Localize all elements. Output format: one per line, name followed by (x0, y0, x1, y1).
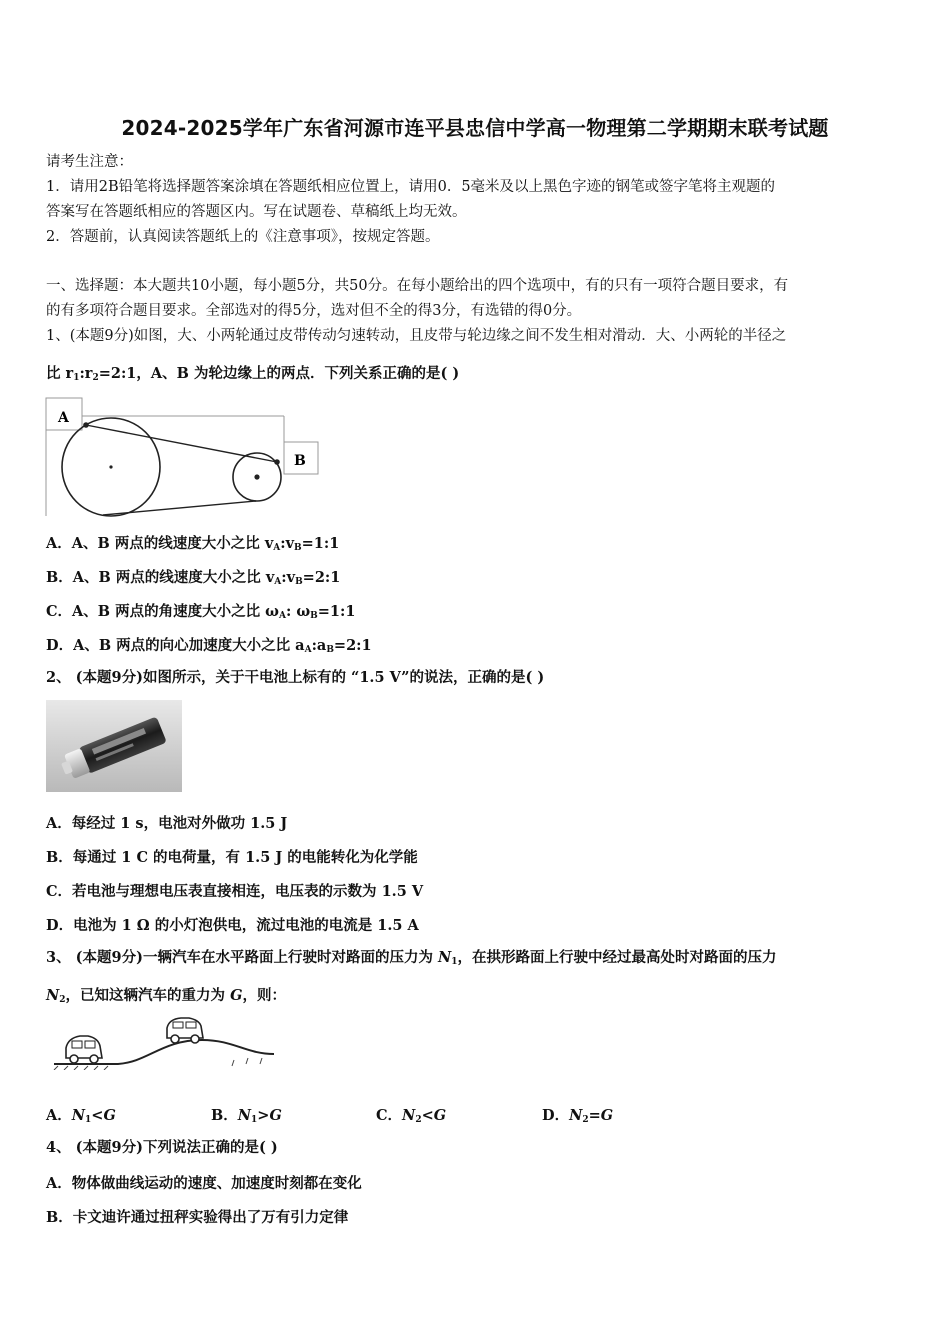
notice-item-1-line-2: 答案写在答题纸相应的答题区内。写在试题卷、草稿纸上均无效。 (46, 204, 467, 220)
q3-option-b[interactable]: B．$N_1>G$ (211, 1107, 282, 1125)
q1-stem-line-2: 比 $r_1:r_2=2:1$，A、B 为轮边缘上的两点．下列关系正确的是( ) (46, 365, 460, 383)
notice-item-1-line-1: 1．请用2B铅笔将选择题答案涂填在答题纸相应位置上，请用0．5毫米及以上黑色字迹的钢笔或签字笔将主观题的 (46, 179, 776, 195)
notice-item-2: 2．答题前，认真阅读答题纸上的《注意事项》，按规定答题。 (46, 229, 440, 245)
q1-option-a[interactable]: A．A、B 两点的线速度大小之比 $v_A:v_B=1:1$ (46, 535, 340, 553)
q4-option-a[interactable]: A．物体做曲线运动的速度、加速度时刻都在变化 (46, 1175, 362, 1192)
label-a: A (58, 410, 69, 426)
car-flat (66, 1036, 102, 1063)
notice-heading: 请考生注意： (46, 154, 133, 170)
q3-stem-line-1: 3、 (本题9分)一辆汽车在水平路面上行驶时对路面的压力为 $N_1$，在拱形路面上行驶中经过最高处时对路面的压力 (46, 949, 777, 967)
q2-option-a[interactable]: A．每经过 1 s，电池对外做功 1.5 J (46, 815, 288, 832)
section-intro-line-2: 的有多项符合题目要求。全部选对的得5分，选对但不全的得3分，有选错的得0分。 (46, 303, 582, 319)
q1-option-d[interactable]: D．A、B 两点的向心加速度大小之比 $a_A:a_B=2:1$ (46, 637, 372, 655)
q2-option-c[interactable]: C．若电池与理想电压表直接相连，电压表的示数为 1.5 V (46, 883, 424, 900)
q1-option-c[interactable]: C．A、B 两点的角速度大小之比 $\omega_A$: $\omega_B=1:1$ (46, 603, 356, 621)
q4-stem: 4、 (本题9分)下列说法正确的是( ) (46, 1139, 278, 1156)
battery-photo (46, 700, 182, 792)
q2-option-d[interactable]: D．电池为 1 Ω 的小灯泡供电，流过电池的电流是 1.5 A (46, 917, 419, 934)
page-title: 2024-2025学年广东省河源市连平县忠信中学高一物理第二学期期末联考试题 (121, 116, 829, 140)
q2-stem: 2、 (本题9分)如图所示，关于干电池上标有的 “1.5 V”的说法，正确的是( ) (46, 669, 545, 686)
belt-pulley-figure (44, 396, 324, 520)
belt-upper (86, 425, 277, 462)
q3-stem-line-2: $N_2$，已知这辆汽车的重力为 G，则： (46, 987, 286, 1005)
q1-stem-line-1: 1、(本题9分)如图，大、小两轮通过皮带传动匀速转动，且皮带与轮边缘之间不发生相对滑动．大、小两轮的半径之 (46, 328, 787, 344)
car-road-figure (52, 1016, 274, 1070)
q2-option-b[interactable]: B．每通过 1 C 的电荷量，有 1.5 J 的电能转化为化学能 (46, 849, 418, 866)
car-arch-top (167, 1018, 203, 1043)
belt-lower (103, 501, 256, 515)
point-a (83, 422, 89, 428)
q1-option-b[interactable]: B．A、B 两点的线速度大小之比 $v_A:v_B=2:1$ (46, 569, 341, 587)
q3-option-c[interactable]: C．$N_2<G$ (376, 1107, 447, 1125)
label-b: B (294, 453, 306, 469)
q3-option-a[interactable]: A．$N_1<G$ (46, 1107, 116, 1125)
q4-option-b[interactable]: B．卡文迪许通过扭秤实验得出了万有引力定律 (46, 1209, 349, 1226)
q3-option-d[interactable]: D．$N_2=G$ (542, 1107, 614, 1125)
section-intro-line-1: 一、选择题：本大题共10小题，每小题5分，共50分。在每小题给出的四个选项中，有的只有一项符合题目要求，有 (46, 278, 789, 294)
point-b (274, 459, 280, 465)
